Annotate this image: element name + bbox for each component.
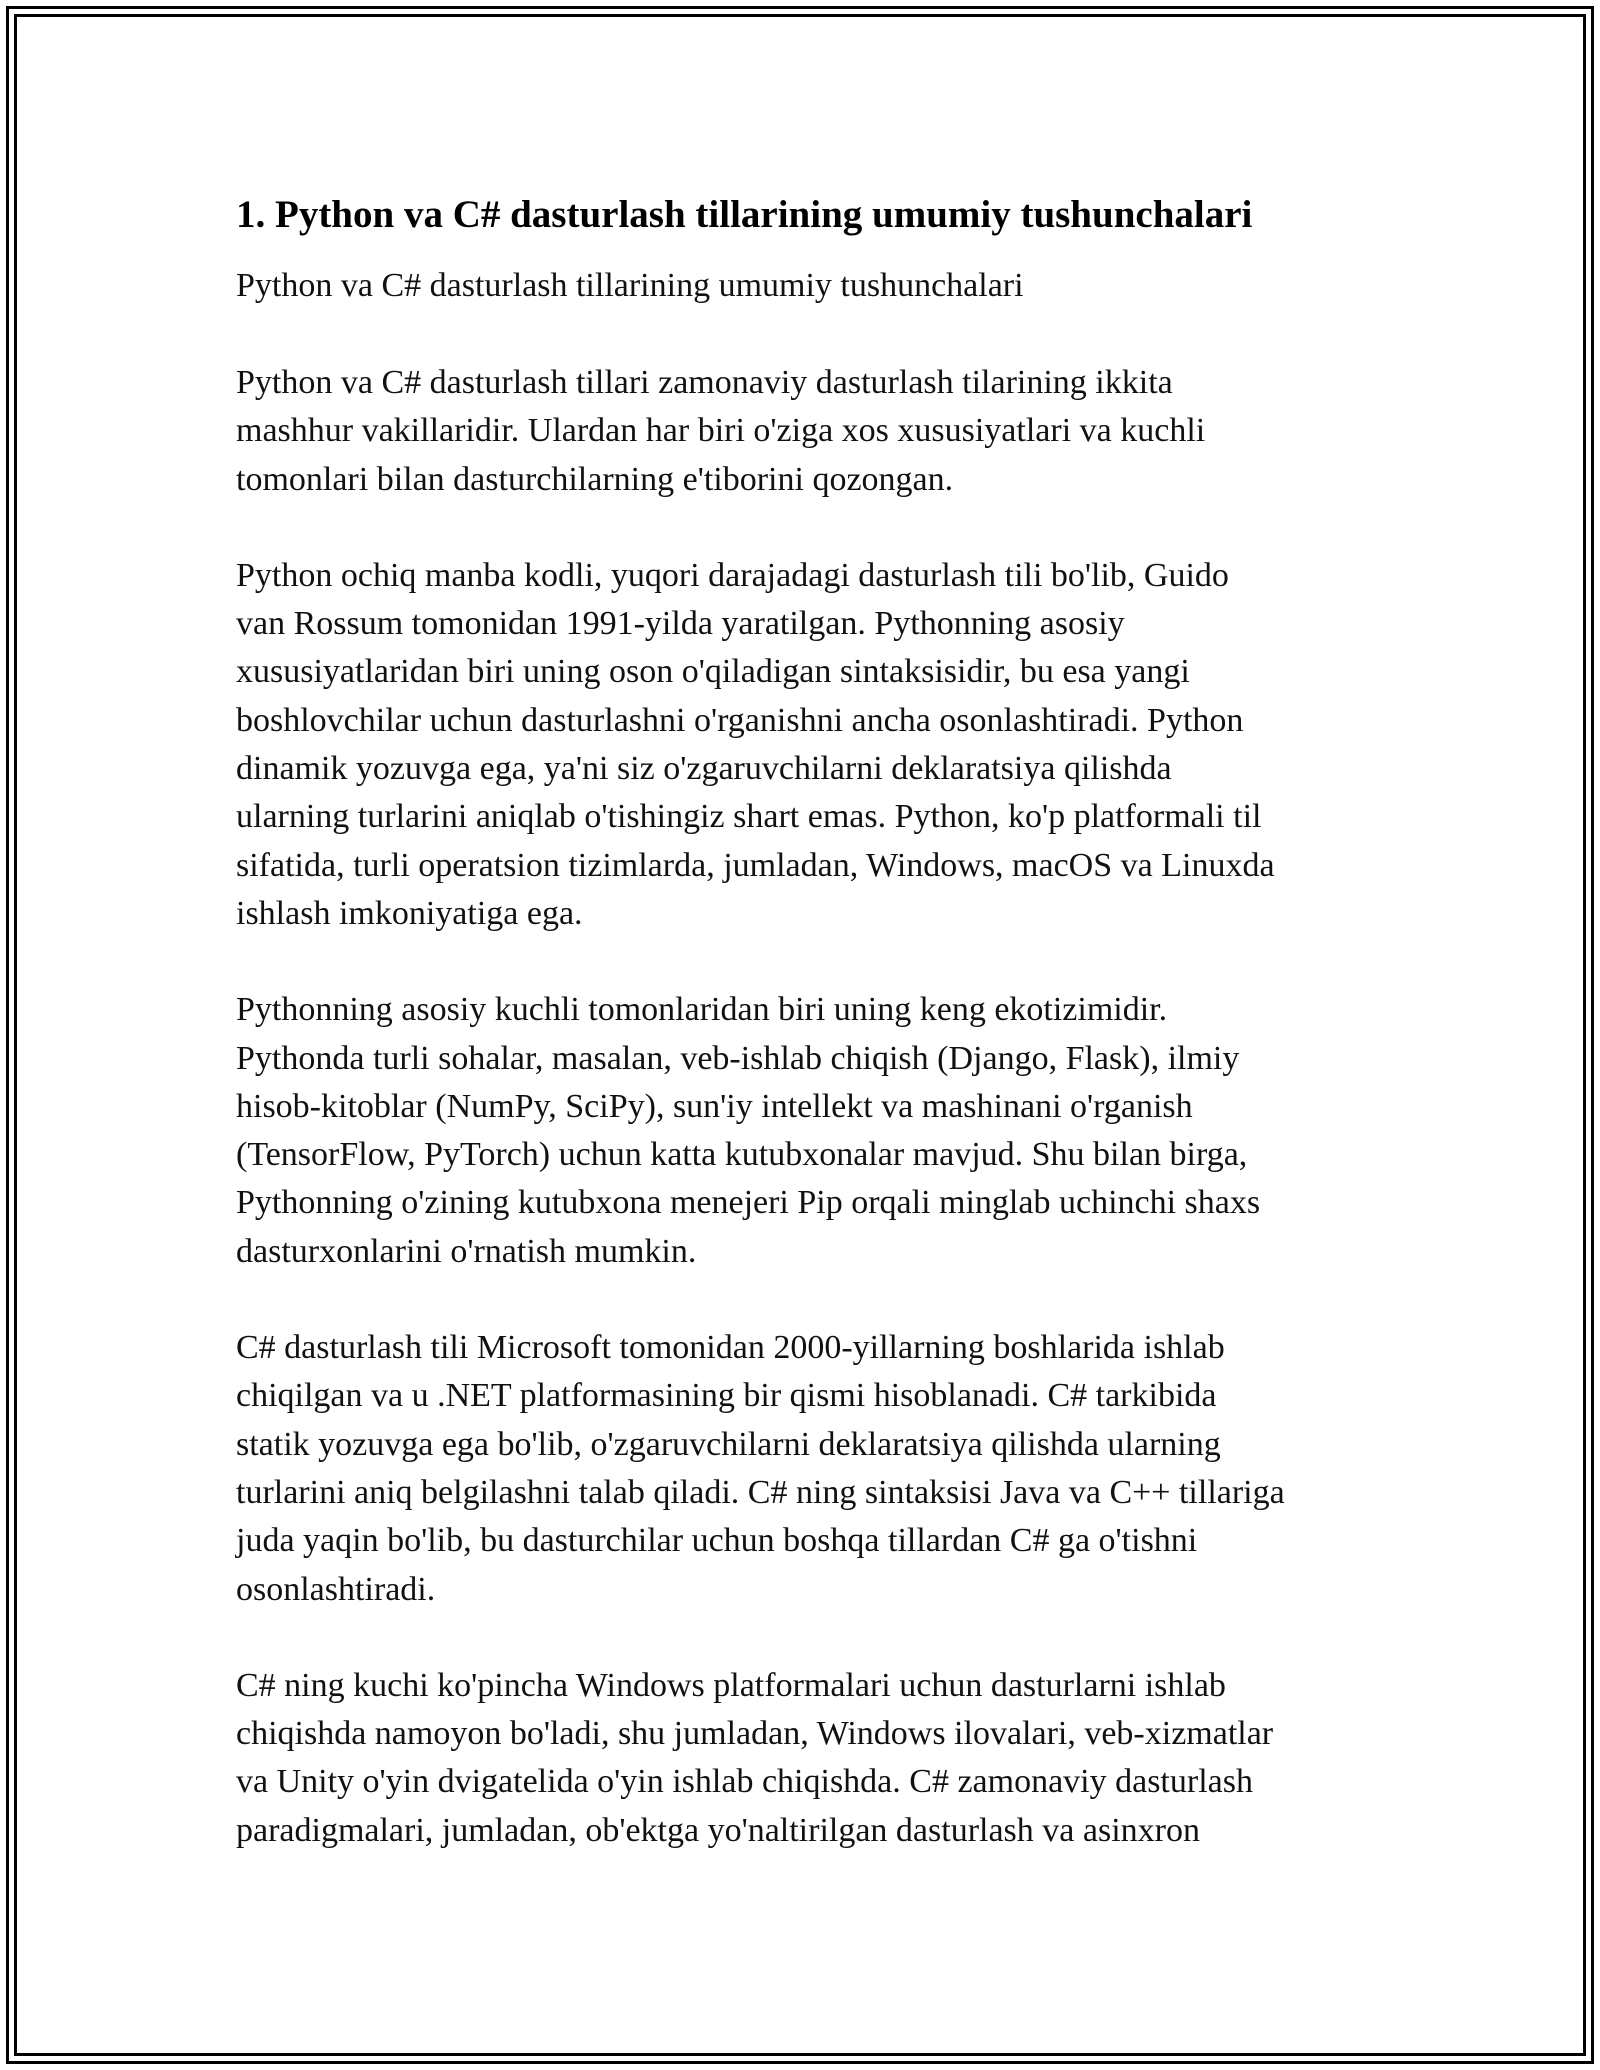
paragraph-list <box>236 359 1366 1855</box>
paragraph <box>236 1662 1366 1855</box>
paragraph-line: paradigmalari, jumladan, ob'ektga yo'naltirilgan dasturlash va asinxron <box>236 1811 1200 1849</box>
paragraph-line: ularning turlarini aniqlab o'tishingiz shart emas. Python, ko'p platformali til <box>236 798 1262 836</box>
paragraph-line: sifatida, turli operatsion tizimlarda, jumladan, Windows, macOS va Linuxda <box>236 846 1275 884</box>
document-body <box>236 188 1366 1903</box>
paragraph-line: Pythonning asosiy kuchli tomonlaridan biri uning keng ekotizimidir. <box>236 991 1168 1029</box>
paragraph-line: tomonlari bilan dasturchilarning e'tiborini qozongan. <box>236 460 954 498</box>
paragraph-line: Pythonda turli sohalar, masalan, veb-ishlab chiqish (Django, Flask), ilmiy <box>236 1039 1240 1077</box>
paragraph-line: dasturxonlarini o'rnatish mumkin. <box>236 1232 697 1270</box>
paragraph-line: chiqilgan va u .NET platformasining bir qismi hisoblanadi. C# tarkibida <box>236 1377 1217 1415</box>
paragraph-line: Python va C# dasturlash tillari zamonaviy dasturlash tilarining ikkita <box>236 364 1173 401</box>
paragraph-line: C# ning kuchi ko'pincha Windows platformalari uchun dasturlarni ishlab <box>236 1666 1226 1704</box>
paragraph-line: ishlash imkoniyatiga ega. <box>236 894 583 932</box>
page-title: 1. Python va C# dasturlash tillarining umumiy tushunchalari <box>236 193 1253 236</box>
paragraph-line: mashhur vakillaridir. Ulardan har biri o'ziga xos xususiyatlari va kuchli <box>236 412 1206 450</box>
paragraph <box>236 1324 1366 1614</box>
paragraph-line: osonlashtiradi. <box>236 1570 436 1608</box>
paragraph <box>236 986 1366 1276</box>
paragraph-line: hisob-kitoblar (NumPy, SciPy), sun'iy intellekt va mashinani o'rganish <box>236 1087 1193 1125</box>
paragraph-line: dinamik yozuvga ega, ya'ni siz o'zgaruvchilarni deklaratsiya qilishda <box>236 750 1172 788</box>
paragraph-line: Python ochiq manba kodli, yuqori darajadagi dasturlash tili bo'lib, Guido <box>236 556 1229 594</box>
paragraph-line: statik yozuvga ega bo'lib, o'zgaruvchilarni deklaratsiya qilishda ularning <box>236 1425 1221 1463</box>
paragraph-line: boshlovchilar uchun dasturlashni o'rganishni ancha osonlashtiradi. Python <box>236 701 1244 739</box>
paragraph-line: (TensorFlow, PyTorch) uchun katta kutubxonalar mavjud. Shu bilan birga, <box>236 1136 1248 1174</box>
paragraph-line: C# dasturlash tili Microsoft tomonidan 2000-yillarning boshlarida ishlab <box>236 1329 1225 1367</box>
paragraph-line: va Unity o'yin dvigatelida o'yin ishlab chiqishda. C# zamonaviy dasturlash <box>236 1763 1253 1801</box>
paragraph-line: turlarini aniq belgilashni talab qiladi. C# ning sintaksisi Java va C++ tillariga <box>236 1473 1285 1511</box>
paragraph-line: juda yaqin bo'lib, bu dasturchilar uchun boshqa tillardan C# ga o'tishni <box>236 1522 1198 1560</box>
paragraph-line: Pythonning o'zining kutubxona menejeri Pip orqali minglab uchinchi shaxs <box>236 1184 1261 1222</box>
paragraph <box>236 359 1366 504</box>
paragraph-line: xususiyatlaridan biri uning oson o'qiladigan sintaksisidir, bu esa yangi <box>236 653 1190 691</box>
paragraph-line: chiqishda namoyon bo'ladi, shu jumladan, Windows ilovalari, veb-xizmatlar <box>236 1715 1274 1753</box>
paragraph-line: van Rossum tomonidan 1991-yilda yaratilgan. Pythonning asosiy <box>236 605 1125 643</box>
paragraph <box>236 552 1366 938</box>
section-subtitle: Python va C# dasturlash tillarining umumiy tushunchalari <box>236 267 1024 304</box>
